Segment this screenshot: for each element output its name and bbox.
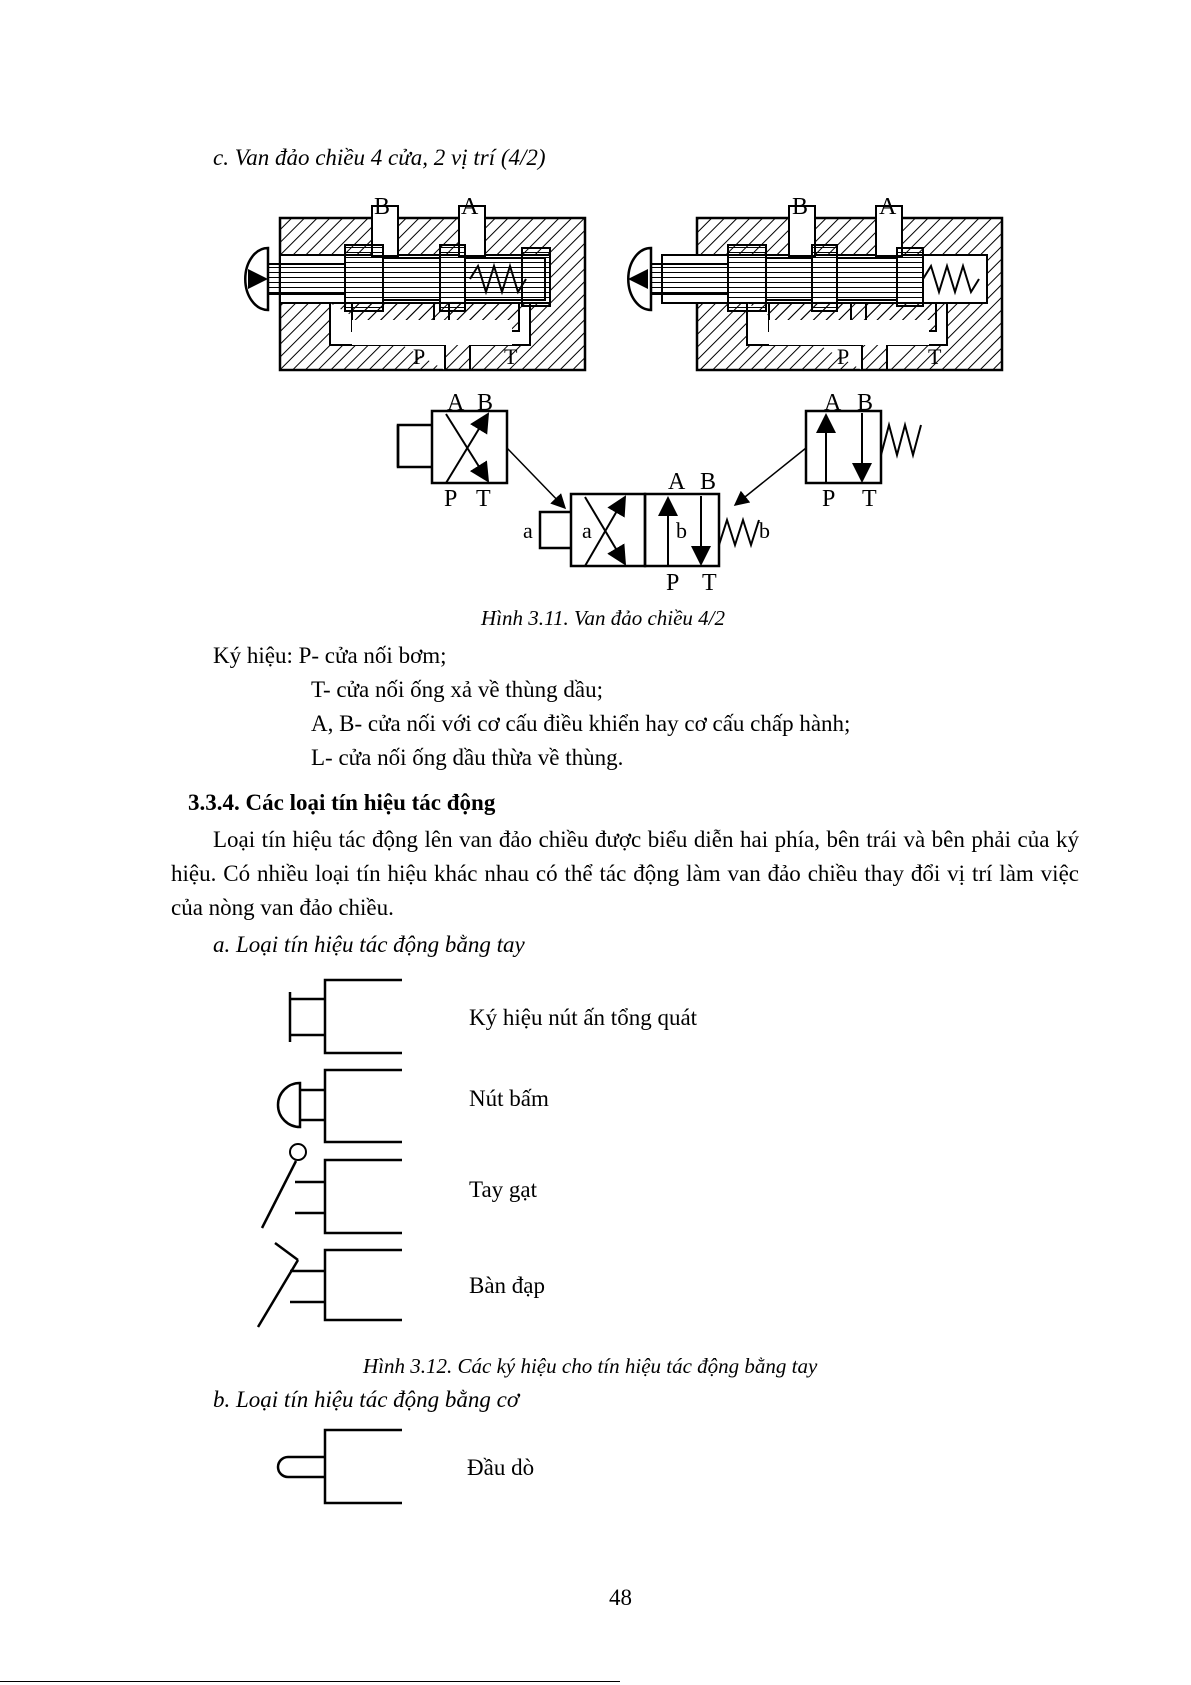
pointer-arrow-left bbox=[507, 448, 565, 508]
svg-text:a: a bbox=[523, 518, 533, 543]
svg-text:B: B bbox=[857, 390, 874, 416]
cutaway-valve-left bbox=[245, 194, 585, 370]
page-number: 48 bbox=[609, 1585, 632, 1610]
section-c-heading: c. Van đảo chiều 4 cửa, 2 vị trí (4/2) bbox=[213, 145, 546, 170]
mushroom-button-icon bbox=[278, 1070, 402, 1142]
mechanical-symbol-label-0: Đầu dò bbox=[467, 1455, 535, 1480]
section-b-heading: b. Loại tín hiệu tác động bằng cơ bbox=[213, 1387, 520, 1412]
svg-text:A: A bbox=[447, 390, 465, 416]
manual-symbol-label-3: Bàn đạp bbox=[469, 1273, 546, 1298]
svg-text:B: B bbox=[792, 194, 809, 220]
svg-text:T: T bbox=[702, 570, 717, 596]
svg-text:b: b bbox=[759, 518, 770, 543]
svg-text:P: P bbox=[837, 344, 850, 369]
pointer-arrow-right bbox=[735, 448, 806, 505]
mechanical-symbols-drawing bbox=[250, 1425, 410, 1515]
pedal-icon bbox=[258, 1243, 402, 1327]
symbol-position-a bbox=[398, 390, 507, 512]
svg-text:T: T bbox=[476, 486, 491, 512]
figure-3-11 bbox=[0, 190, 1191, 630]
svg-text:P: P bbox=[822, 486, 836, 512]
svg-text:T: T bbox=[504, 344, 518, 369]
svg-text:B: B bbox=[700, 469, 717, 495]
section-a-heading: a. Loại tín hiệu tác động bằng tay bbox=[213, 932, 525, 957]
legend-p: Ký hiệu: P- cửa nối bơm; bbox=[213, 643, 447, 668]
legend-ab: A, B- cửa nối với cơ cấu điều khiển hay cơ cấu chấp hành; bbox=[311, 711, 851, 736]
figure-3-11-caption: Hình 3.11. Van đảo chiều 4/2 bbox=[481, 606, 726, 630]
push-button-general-icon bbox=[290, 980, 402, 1053]
manual-symbol-label-2: Tay gạt bbox=[469, 1177, 538, 1202]
figure-3-12-caption: Hình 3.12. Các ký hiệu cho tín hiệu tác động bằng tay bbox=[363, 1354, 818, 1378]
svg-text:B: B bbox=[477, 390, 494, 416]
manual-symbol-label-0: Ký hiệu nút ấn tổng quát bbox=[469, 1005, 698, 1030]
section-334-heading: 3.3.4. Các loại tín hiệu tác động bbox=[188, 790, 496, 815]
svg-text:A: A bbox=[668, 469, 686, 495]
symbol-position-b bbox=[806, 390, 921, 512]
svg-text:T: T bbox=[862, 486, 877, 512]
manual-symbol-label-1: Nút bấm bbox=[469, 1086, 549, 1111]
svg-text:a: a bbox=[582, 518, 592, 543]
svg-text:A: A bbox=[879, 194, 897, 220]
svg-text:B: B bbox=[374, 194, 391, 220]
svg-text:T: T bbox=[928, 344, 942, 369]
svg-text:b: b bbox=[676, 518, 687, 543]
svg-text:A: A bbox=[824, 390, 842, 416]
svg-text:P: P bbox=[444, 486, 458, 512]
svg-text:P: P bbox=[413, 344, 426, 369]
svg-text:P: P bbox=[666, 570, 680, 596]
section-334-paragraph bbox=[171, 823, 1079, 925]
manual-symbols-drawing bbox=[250, 975, 410, 1335]
svg-text:A: A bbox=[461, 194, 479, 220]
plunger-probe-icon bbox=[278, 1430, 402, 1503]
footer-rule bbox=[0, 1681, 620, 1682]
symbol-combined-4-2 bbox=[523, 469, 770, 596]
section-334-paragraph-text: Loại tín hiệu tác động lên van đảo chiều được biểu diễn hai phía, bên trái và bên phải của ký hiệu. Có nhiều loại tín hiệu khác nhau có thể tác động làm van đảo chiều thay đổi vị trí làm việc của nòng van đảo chiều. bbox=[171, 827, 1079, 920]
legend-l: L- cửa nối ống dầu thừa về thùng. bbox=[311, 745, 624, 770]
legend-t: T- cửa nối ống xả về thùng dầu; bbox=[311, 677, 604, 702]
cutaway-valve-right bbox=[628, 194, 1002, 370]
lever-icon bbox=[262, 1144, 402, 1233]
